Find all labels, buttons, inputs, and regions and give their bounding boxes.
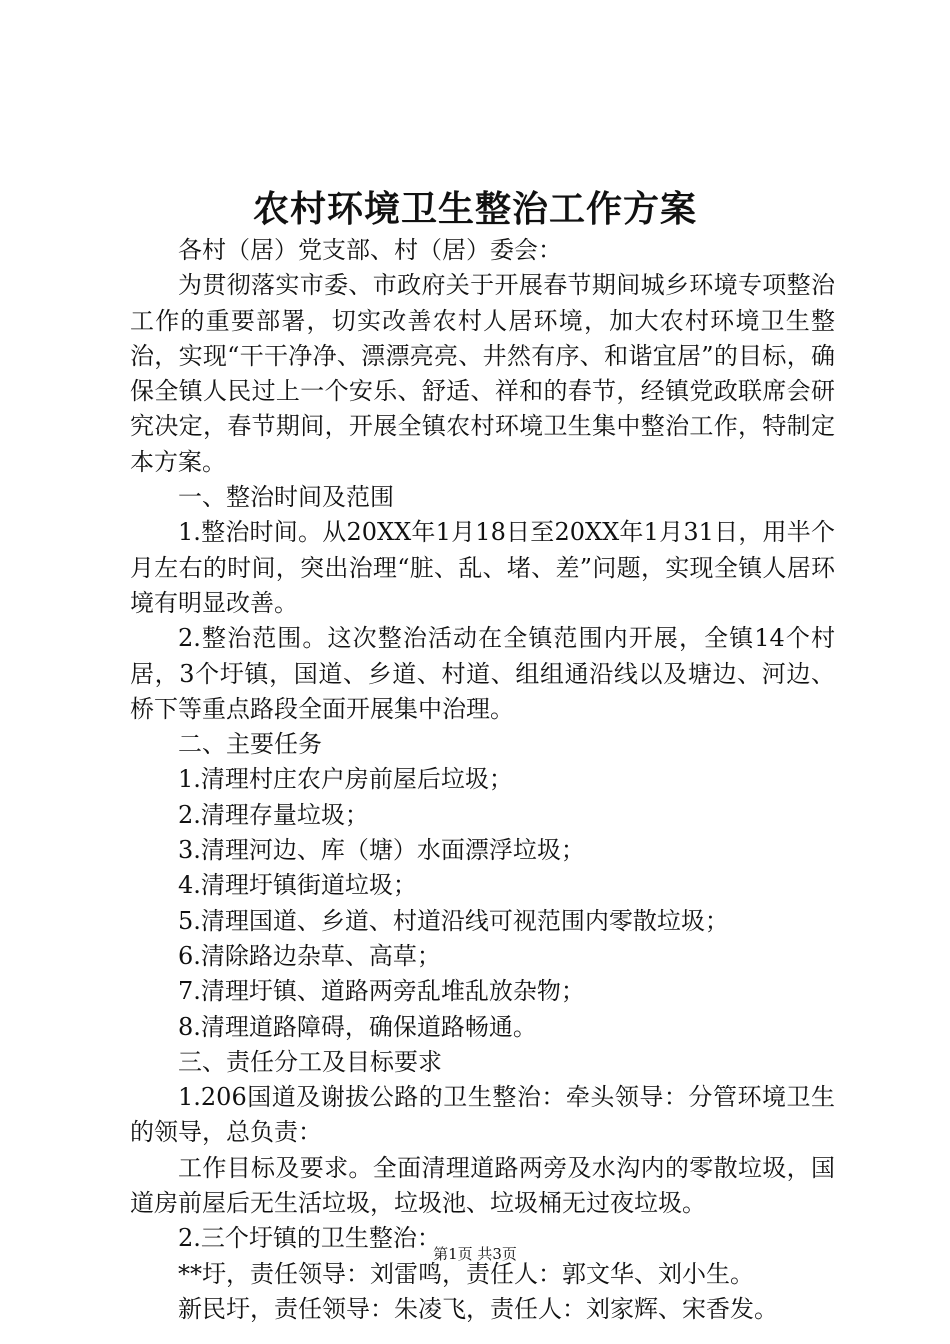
paragraph: 各村（居）党支部、村（居）委会： (178, 236, 562, 264)
list-item: 4.清理圩镇街道垃圾； (178, 871, 417, 900)
paragraph: 新民圩，责任领导：朱凌飞，责任人：刘家辉、宋香发。 (178, 1294, 778, 1323)
page-indicator: 第1页 共3页 (433, 1245, 517, 1263)
list-item: 3.清理河边、库（塘）水面漂浮垃圾； (178, 836, 585, 865)
document-body (130, 233, 835, 1327)
paragraph: 1.206国道及谢拔公路的卫生整治：牵头领导：分管环境卫生的领导，总负责： (130, 1083, 835, 1147)
list-item: 7.清理圩镇、道路两旁乱堆乱放杂物； (178, 977, 585, 1006)
list-item: 8.清理道路障碍，确保道路畅通。 (178, 1012, 537, 1041)
list-item: 1.清理村庄农户房前屋后垃圾； (178, 765, 513, 794)
paragraph: 工作目标及要求。全面清理道路两旁及水沟内的零散垃圾，国道房前屋后无生活垃圾，垃圾池、垃圾桶无过夜垃圾。 (130, 1153, 835, 1218)
list-item: 2.清理存量垃圾； (178, 800, 369, 829)
paragraph: 1.整治时间。从20XX年1月18日至20XX年1月31日，用半个月左右的时间，突出治理“脏、乱、堵、差”问题，实现全镇人居环境有明显改善。 (130, 518, 835, 617)
paragraph: 2.三个圩镇的卫生整治： (178, 1224, 441, 1253)
paragraph: **圩，责任领导：刘雷鸣，责任人：郭文华、刘小生。 (178, 1259, 754, 1288)
paragraph: 为贯彻落实市委、市政府关于开展春节期间城乡环境专项整治工作的重要部署，切实改善农村人居环境，加大农村环境卫生整治，实现“干干净净、漂漂亮亮、井然有序、和谐宜居”的目标，确保全镇人民过上一个安乐、舒适、祥和的春节，经镇党政联席会研究决定，春节期间，开展全镇农村环境卫生集中整治工作，特制定本方案。 (130, 271, 835, 476)
document-title: 农村环境卫生整治工作方案 (252, 188, 697, 230)
section-heading: 二、主要任务 (178, 730, 322, 759)
list-item: 6.清除路边杂草、高草； (178, 941, 441, 970)
paragraph: 2.整治范围。这次整治活动在全镇范围内开展，全镇14个村居，3个圩镇，国道、乡道、村道、组组通沿线以及塘边、河边、桥下等重点路段全面开展集中治理。 (130, 624, 835, 723)
section-heading: 三、责任分工及目标要求 (178, 1047, 442, 1076)
list-item: 5.清理国道、乡道、村道沿线可视范围内零散垃圾； (178, 906, 729, 935)
section-heading: 一、整治时间及范围 (178, 483, 394, 512)
